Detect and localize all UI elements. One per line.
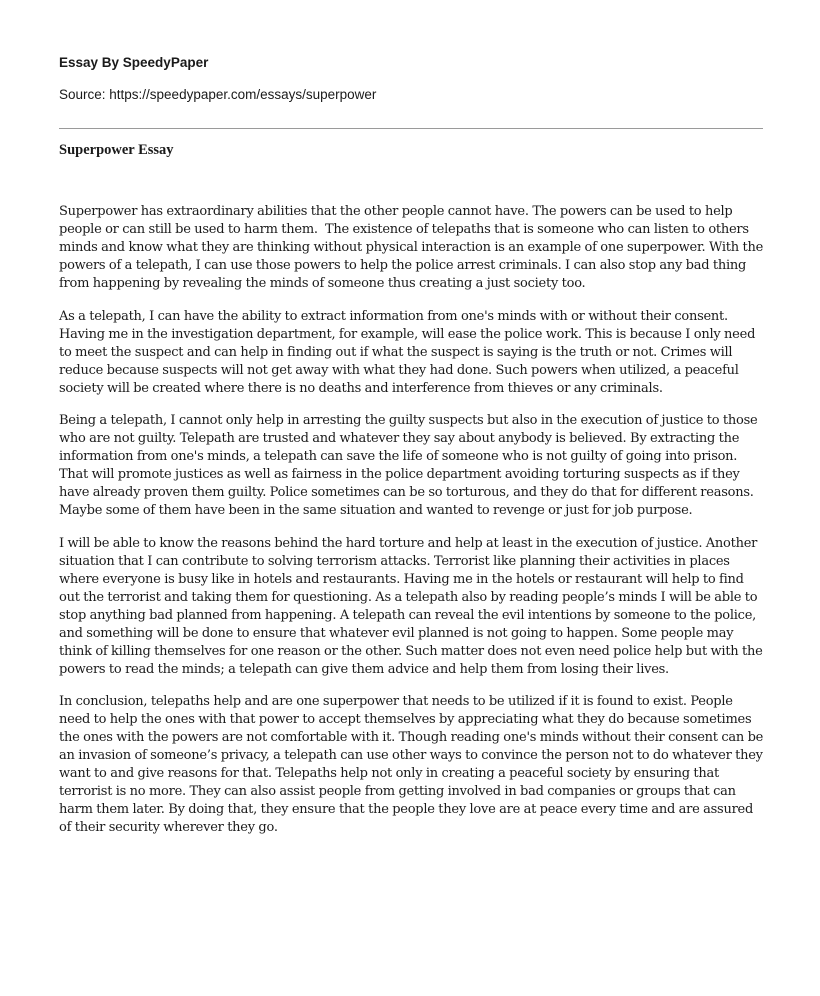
essay-title: Superpower Essay	[59, 142, 174, 158]
essay-paragraph: I will be able to know the reasons behind the hard torture and help at least in the execution of justice. Another situation that I can contribute to solving terrorism attacks. Terrorist like planning their activities in places where everyone is busy like in hotels and restaurants. Having me in the hotels or restaurant will help to find out the terrorist and taking them for questioning. As a telepath also by reading people’s minds I will be able to stop anything bad planned from happening. A telepath can reveal the evil intentions by someone to the police, and something will be done to ensure that whatever evil planned is not going to happen. Some people may think of killing themselves for one reason or the other. Such matter does not even need police help but with the powers to read the minds; a telepath can give them advice and help them from losing their lives.	[59, 535, 767, 677]
document-source-line: Source: https://speedypaper.com/essays/superpower	[59, 87, 377, 102]
document-header-title: Essay By SpeedyPaper	[59, 55, 209, 70]
essay-paragraph: In conclusion, telepaths help and are one superpower that needs to be utilized if it is found to exist. People need to help the ones with that power to accept themselves by appreciating what they do because sometimes the ones with the powers are not comfortable with it. Though reading one's minds without their consent can be an invasion of someone’s privacy, a telepath can use other ways to convince the person not to do whatever they want to and give reasons for that. Telepaths help not only in creating a peaceful society by ensuring that terrorist is no more. They can also assist people from getting involved in bad companies or groups that can harm them later. By doing that, they ensure that the people they love are at peace every time and are assured of their security wherever they go.	[59, 694, 767, 835]
essay-body	[59, 203, 765, 852]
essay-paragraph: Superpower has extraordinary abilities that the other people cannot have. The powers can be used to help people or can still be used to harm them. The existence of telepaths that is someone who can listen to others minds and know what they are thinking without physical interaction is an example of one superpower. With the powers of a telepath, I can use those powers to help the police arrest criminals. I can also stop any bad thing from happening by revealing the minds of someone thus creating a just society too.	[59, 204, 767, 291]
essay-paragraph: Being a telepath, I cannot only help in arresting the guilty suspects but also in the execution of justice to those who are not guilty. Telepath are trusted and whatever they say about anybody is believed. By extracting the information from one's minds, a telepath can save the life of someone who is not guilty of going into prison. That will promote justices as well as fairness in the police department avoiding torturing suspects as if they have already proven them guilty. Police sometimes can be so torturous, and they do that for different reasons. Maybe some of them have been in the same situation and wanted to revenge or just for job purpose.	[59, 413, 762, 518]
essay-paragraph: As a telepath, I can have the ability to extract information from one's minds with or without their consent. Having me in the investigation department, for example, will ease the police work. This is because I only need to meet the suspect and can help in finding out if what the suspect is saying is the truth or not. Crimes will reduce because suspects will not get away with what they had done. Such powers when utilized, a peaceful society will be created where there is no deaths and interference from thieves or any criminals.	[59, 308, 759, 396]
header-divider	[59, 128, 763, 129]
